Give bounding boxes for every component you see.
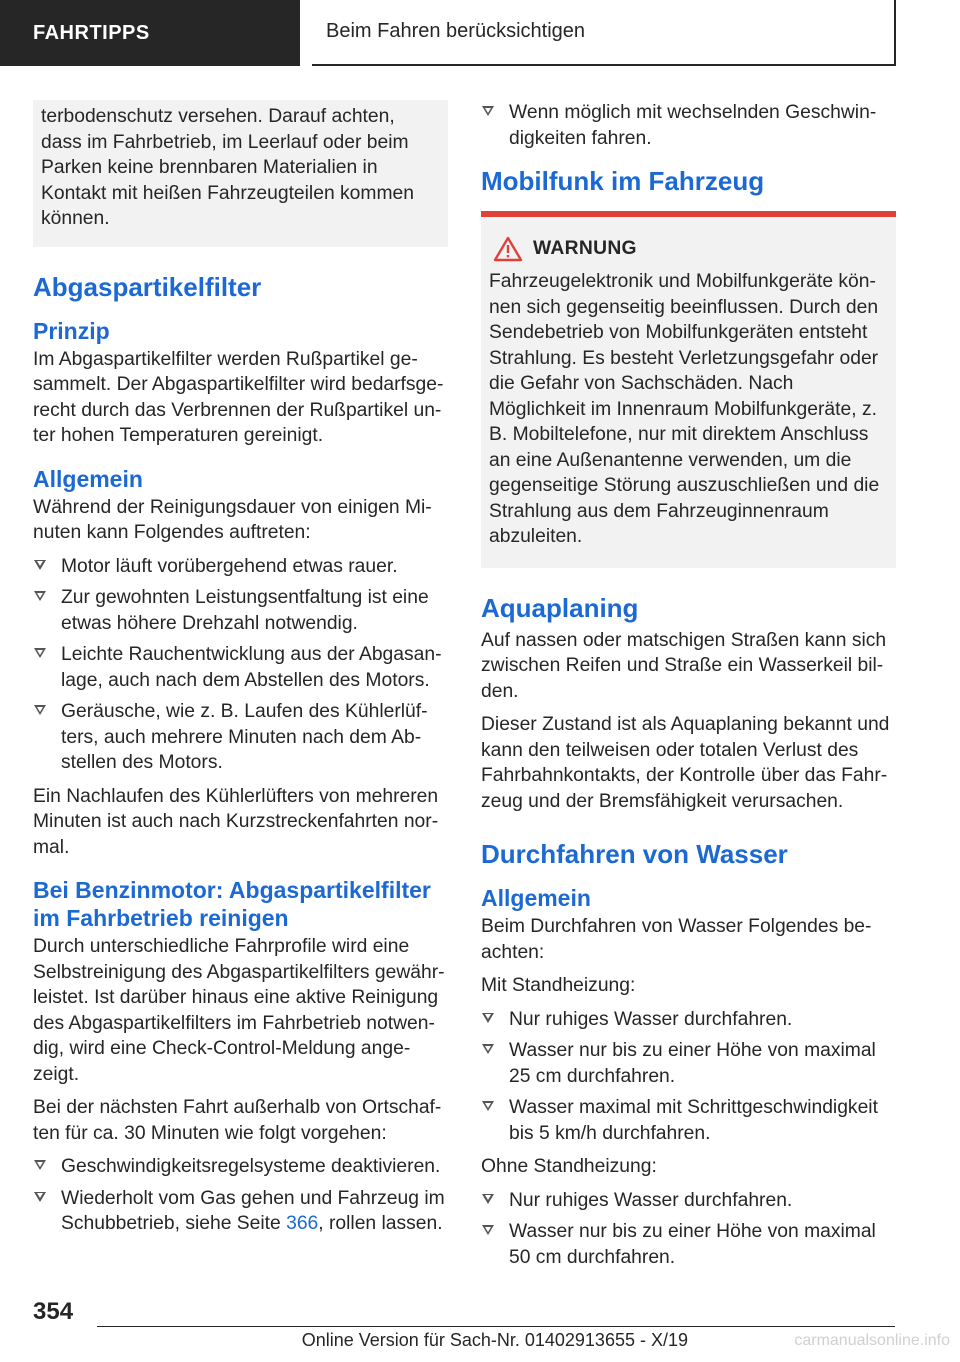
paragraph-nachlaufen: Ein Nachlaufen des Kühlerlüfters von mehreren Minuten ist auch nach Kurzstreckenfahrten normal. bbox=[33, 785, 439, 858]
triangle-bullet-icon bbox=[482, 1225, 494, 1235]
paragraph-wasser: Beim Durchfahren von Wasser Folgendes beachten: bbox=[481, 916, 872, 963]
triangle-bullet-icon bbox=[482, 1013, 494, 1023]
list-benzin bbox=[33, 1154, 448, 1237]
heading-benzinmotor: Bei Benzinmotor: Abgaspartikelfilter im Fahrbetrieb reinigen bbox=[33, 877, 431, 931]
online-version-text: Online Version für Sach-Nr. 01402913655 - X/19 bbox=[301, 1330, 688, 1350]
list-item: Wasser maximal mit Schrittgeschwindigkeit bis 5 km/h durchfahren. bbox=[481, 1095, 896, 1146]
list-item: Geräusche, wie z. B. Laufen des Kühlerlüfters, auch mehrere Minuten nach dem Abstellen des Motors. bbox=[33, 699, 448, 776]
left-column bbox=[33, 100, 448, 1245]
list-item: Motor läuft vorübergehend etwas rauer. bbox=[33, 554, 448, 580]
warning-triangle-icon bbox=[493, 236, 523, 262]
label-mit-standheizung: Mit Standheizung: bbox=[481, 975, 636, 996]
warning-box bbox=[481, 217, 896, 568]
heading-prinzip: Prinzip bbox=[33, 317, 110, 344]
triangle-bullet-icon bbox=[34, 560, 46, 570]
list-item: Wiederholt vom Gas gehen und Fahrzeug im Schubbetrieb, siehe Seite 366, rollen lassen. bbox=[33, 1186, 448, 1237]
paragraph-benzin-2: Bei der nächsten Fahrt außerhalb von Ortschaften für ca. 30 Minuten wie folgt vorgehen: bbox=[33, 1097, 442, 1144]
list-item: Leichte Rauchentwicklung aus der Abgasanlage, auch nach dem Abstellen des Motors. bbox=[33, 642, 448, 693]
triangle-bullet-icon bbox=[482, 1101, 494, 1111]
page-number: 354 bbox=[33, 1298, 74, 1325]
triangle-bullet-icon bbox=[34, 1192, 46, 1202]
list-item: Wasser nur bis zu einer Höhe von maximal 50 cm durchfahren. bbox=[481, 1219, 896, 1270]
list-ohne-standheizung bbox=[481, 1188, 896, 1271]
section-tab: FAHRTIPPS bbox=[0, 0, 300, 66]
paragraph-allgemein: Während der Reinigungsdauer von einigen Minuten kann Folgendes auftreten: bbox=[33, 496, 432, 543]
triangle-bullet-icon bbox=[482, 1044, 494, 1054]
list-mit-standheizung bbox=[481, 1007, 896, 1147]
list-item: Wenn möglich mit wechselnden Geschwindigkeiten fahren. bbox=[481, 100, 896, 151]
triangle-bullet-icon bbox=[34, 705, 46, 715]
intro-text: terbodenschutz versehen. Darauf achten, dass im Fahrbetrieb, im Leerlauf oder beim Parken keine brennbaren Materialien in Kontakt mit heißen Fahrzeugteilen kommen können. bbox=[41, 106, 414, 229]
triangle-bullet-icon bbox=[482, 106, 494, 116]
warning-title: WARNUNG bbox=[533, 238, 637, 259]
paragraph-aquaplaning-1: Auf nassen oder matschigen Straßen kann sich zwischen Reifen und Straße ein Wasserkeil bilden. bbox=[481, 629, 887, 702]
list-item: Nur ruhiges Wasser durchfahren. bbox=[481, 1007, 896, 1033]
list-item: Zur gewohnten Leistungsentfaltung ist eine etwas höhere Drehzahl notwendig. bbox=[33, 585, 448, 636]
paragraph-aquaplaning-2: Dieser Zustand ist als Aquaplaning bekannt und kann den teilweisen oder totalen Verlust des Fahrbahnkontakts, der Kontrolle über das Fahrzeug und der Bremsfähigkeit verursachen. bbox=[481, 714, 890, 812]
list-item: Wasser nur bis zu einer Höhe von maximal 25 cm durchfahren. bbox=[481, 1038, 896, 1089]
paragraph-prinzip: Im Abgaspartikelfilter werden Rußpartikel gesammelt. Der Abgaspartikelfilter wird bedarfsgerecht durch das Verbrennen der Rußpartikel unter hohen Temperaturen gereinigt. bbox=[33, 348, 444, 446]
heading-abgaspartikelfilter: Abgaspartikelfilter bbox=[33, 271, 262, 302]
footer-divider bbox=[97, 1326, 895, 1327]
warning-header bbox=[489, 235, 888, 263]
chapter-title: Beim Fahren berücksichtigen bbox=[312, 0, 896, 66]
heading-mobilfunk: Mobilfunk im Fahrzeug bbox=[481, 166, 765, 196]
list-item: Geschwindigkeitsregelsysteme deaktivieren. bbox=[33, 1154, 448, 1180]
label-ohne-standheizung: Ohne Standheizung: bbox=[481, 1156, 657, 1177]
right-column bbox=[481, 100, 896, 1278]
warning-text: Fahrzeugelektronik und Mobilfunkgeräte können sich gegenseitig beeinflussen. Durch den Sendebetrieb von Mobilfunkgeräten entsteht Strahlung. Es besteht Verletzungsgefahr oder die Gefahr von Sachschäden. Nach Möglichkeit im Innenraum Mobilfunkgeräte, z. B. Mobiltelefone, nur mit direktem Anschluss an eine Außenantenne verwenden, um die gegenseitige Störung auszuschließen und die Strahlung aus dem Fahrzeuginnenraum abzuleiten. bbox=[489, 271, 880, 547]
list-continued bbox=[481, 100, 896, 151]
list-item: Nur ruhiges Wasser durchfahren. bbox=[481, 1188, 896, 1214]
intro-note-box bbox=[33, 100, 448, 247]
watermark: carmanualsonline.info bbox=[794, 1332, 950, 1349]
heading-allgemein: Allgemein bbox=[33, 465, 143, 492]
heading-durchfahren-wasser: Durchfahren von Wasser bbox=[481, 839, 788, 869]
list-allgemein bbox=[33, 554, 448, 776]
triangle-bullet-icon bbox=[34, 591, 46, 601]
heading-aquaplaning: Aquaplaning bbox=[481, 592, 639, 623]
page-header bbox=[0, 0, 960, 66]
triangle-bullet-icon bbox=[482, 1194, 494, 1204]
triangle-bullet-icon bbox=[34, 648, 46, 658]
triangle-bullet-icon bbox=[34, 1160, 46, 1170]
heading-allgemein-wasser: Allgemein bbox=[481, 885, 591, 911]
page-reference-link[interactable]: 366 bbox=[286, 1213, 319, 1234]
paragraph-benzin-1: Durch unterschiedliche Fahrprofile wird eine Selbstreinigung des Abgaspartikelfilters gewährleistet. Ist darüber hinaus eine aktive Reinigung des Abgaspartikelfilters im Fahrbetrieb notwendig, wird eine Check-Control-Meldung angezeigt. bbox=[33, 936, 445, 1085]
